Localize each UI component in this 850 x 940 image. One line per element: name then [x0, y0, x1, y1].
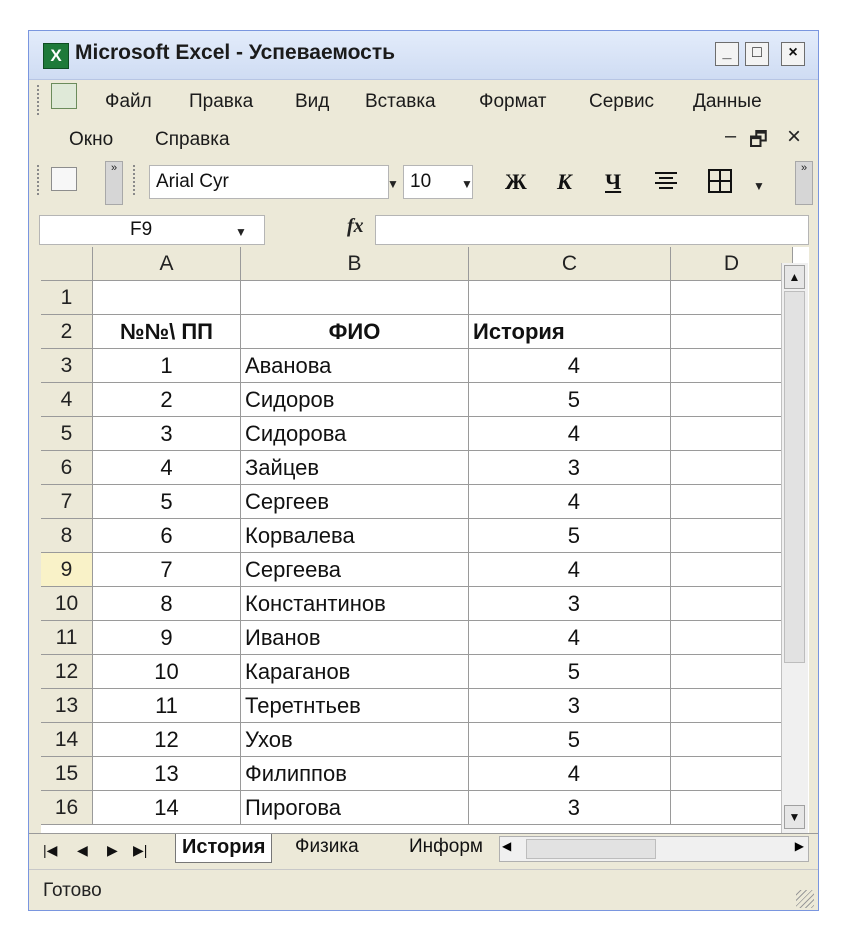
- status-text: Готово: [43, 880, 102, 901]
- cell-A15[interactable]: 13: [93, 757, 241, 791]
- toolbar-grip-2[interactable]: [133, 165, 138, 195]
- column-header-d[interactable]: D: [671, 247, 793, 281]
- menu-tools[interactable]: Сервис: [589, 91, 655, 112]
- row-header[interactable]: 8: [41, 519, 93, 553]
- row-header[interactable]: 12: [41, 655, 93, 689]
- status-bar: [29, 869, 818, 911]
- sheet-tab-history[interactable]: История: [175, 834, 272, 863]
- window-title: Microsoft Excel - Успеваемость: [75, 41, 396, 64]
- cell-B10[interactable]: Константинов: [241, 587, 469, 621]
- sheet-tab-informatics[interactable]: Информ: [409, 836, 483, 857]
- row-header[interactable]: 4: [41, 383, 93, 417]
- row-header[interactable]: 15: [41, 757, 93, 791]
- font-name-dropdown-icon[interactable]: ▼: [387, 177, 399, 191]
- row-header[interactable]: 1: [41, 281, 93, 315]
- horizontal-scroll-thumb[interactable]: [526, 839, 656, 859]
- name-box-dropdown-icon[interactable]: ▼: [235, 225, 247, 239]
- doc-close-button[interactable]: ×: [787, 123, 802, 150]
- font-size-value: 10: [410, 171, 432, 192]
- last-sheet-icon[interactable]: ▶|: [133, 842, 148, 858]
- cell-C7[interactable]: 4: [469, 485, 671, 519]
- cell-B4[interactable]: Сидоров: [241, 383, 469, 417]
- maximize-button[interactable]: □: [745, 42, 769, 66]
- resize-grip-icon[interactable]: [796, 890, 814, 908]
- cell-C2[interactable]: История: [469, 315, 671, 349]
- cell-B14[interactable]: Ухов: [241, 723, 469, 757]
- row-header[interactable]: 7: [41, 485, 93, 519]
- cell-A9[interactable]: 7: [93, 553, 241, 587]
- cell-B7[interactable]: Сергеев: [241, 485, 469, 519]
- first-sheet-icon[interactable]: |◀: [43, 842, 58, 858]
- cell-B8[interactable]: Корвалева: [241, 519, 469, 553]
- title-bar[interactable]: [29, 31, 818, 80]
- menubar-grip[interactable]: [37, 85, 42, 115]
- cell-D11[interactable]: [671, 621, 793, 655]
- row-header[interactable]: 3: [41, 349, 93, 383]
- row-header[interactable]: 6: [41, 451, 93, 485]
- menu-edit[interactable]: Правка: [189, 91, 254, 112]
- column-header-c[interactable]: C: [469, 247, 671, 281]
- cell-B11[interactable]: Иванов: [241, 621, 469, 655]
- copy-icon[interactable]: [51, 167, 77, 191]
- cell-D2[interactable]: [671, 315, 793, 349]
- cell-A16[interactable]: 14: [93, 791, 241, 825]
- fx-icon[interactable]: fx: [347, 215, 364, 237]
- toolbar-grip[interactable]: [37, 165, 42, 195]
- row-header[interactable]: 10: [41, 587, 93, 621]
- menu-bar: [29, 79, 818, 157]
- cell-D4[interactable]: [671, 383, 793, 417]
- borders-icon[interactable]: [705, 167, 735, 195]
- cell-B12[interactable]: Караганов: [241, 655, 469, 689]
- cell-B9[interactable]: Сергеева: [241, 553, 469, 587]
- menu-data[interactable]: Данные: [693, 91, 762, 112]
- worksheet-grid[interactable]: [41, 247, 809, 833]
- row-header[interactable]: 9: [41, 553, 93, 587]
- doc-minimize-button[interactable]: –: [725, 125, 737, 147]
- cell-A2[interactable]: №№\ ПП: [93, 315, 241, 349]
- workbook-icon[interactable]: [51, 83, 77, 109]
- close-button[interactable]: ×: [781, 42, 805, 66]
- cell-C3[interactable]: 4: [469, 349, 671, 383]
- row-header[interactable]: 14: [41, 723, 93, 757]
- cell-A4[interactable]: 2: [93, 383, 241, 417]
- font-name-value: Arial Cyr: [156, 171, 229, 192]
- cell-D9[interactable]: [671, 553, 793, 587]
- cell-B16[interactable]: Пирогова: [241, 791, 469, 825]
- menu-format[interactable]: Формат: [479, 91, 547, 112]
- cell-C1[interactable]: [469, 281, 671, 315]
- column-header-a[interactable]: A: [93, 247, 241, 281]
- cell-C6[interactable]: 3: [469, 451, 671, 485]
- excel-app-icon[interactable]: X: [43, 43, 69, 69]
- cell-C9[interactable]: 4: [469, 553, 671, 587]
- name-box-value: F9: [130, 219, 153, 240]
- row-header[interactable]: 16: [41, 791, 93, 825]
- cell-A14[interactable]: 12: [93, 723, 241, 757]
- next-sheet-icon[interactable]: ▶: [107, 842, 118, 858]
- cell-A3[interactable]: 1: [93, 349, 241, 383]
- vertical-scrollbar[interactable]: [781, 263, 808, 833]
- scroll-up-icon[interactable]: ▲: [784, 265, 805, 289]
- cell-D7[interactable]: [671, 485, 793, 519]
- align-center-icon[interactable]: [651, 167, 681, 195]
- cell-D16[interactable]: [671, 791, 793, 825]
- cell-D8[interactable]: [671, 519, 793, 553]
- cell-D10[interactable]: [671, 587, 793, 621]
- cell-C16[interactable]: 3: [469, 791, 671, 825]
- cell-A7[interactable]: 5: [93, 485, 241, 519]
- doc-restore-button[interactable]: 🗗: [749, 129, 768, 151]
- cell-D14[interactable]: [671, 723, 793, 757]
- menu-insert[interactable]: Вставка: [365, 91, 436, 112]
- row-header[interactable]: 5: [41, 417, 93, 451]
- cell-C5[interactable]: 4: [469, 417, 671, 451]
- prev-sheet-icon[interactable]: ◀: [77, 842, 88, 858]
- cell-D3[interactable]: [671, 349, 793, 383]
- row-header[interactable]: 2: [41, 315, 93, 349]
- horizontal-scrollbar[interactable]: [499, 836, 809, 862]
- cell-C4[interactable]: 5: [469, 383, 671, 417]
- row-header[interactable]: 13: [41, 689, 93, 723]
- cell-A12[interactable]: 10: [93, 655, 241, 689]
- font-name-select[interactable]: [149, 165, 389, 199]
- cell-A10[interactable]: 8: [93, 587, 241, 621]
- menu-help[interactable]: Справка: [155, 129, 230, 150]
- cell-A13[interactable]: 11: [93, 689, 241, 723]
- cell-C10[interactable]: 3: [469, 587, 671, 621]
- cell-A8[interactable]: 6: [93, 519, 241, 553]
- cell-B15[interactable]: Филиппов: [241, 757, 469, 791]
- cell-D15[interactable]: [671, 757, 793, 791]
- menu-file[interactable]: Файл: [105, 91, 152, 112]
- cell-D5[interactable]: [671, 417, 793, 451]
- cell-C13[interactable]: 3: [469, 689, 671, 723]
- italic-button[interactable]: К: [557, 169, 572, 194]
- bold-button[interactable]: Ж: [505, 169, 527, 194]
- row-header[interactable]: 11: [41, 621, 93, 655]
- cell-C11[interactable]: 4: [469, 621, 671, 655]
- cell-B6[interactable]: Зайцев: [241, 451, 469, 485]
- menu-view[interactable]: Вид: [295, 91, 330, 112]
- cell-B5[interactable]: Сидорова: [241, 417, 469, 451]
- scroll-left-icon[interactable]: ◀: [502, 839, 512, 853]
- scroll-down-icon[interactable]: ▼: [784, 805, 805, 829]
- cell-C8[interactable]: 5: [469, 519, 671, 553]
- scroll-right-icon[interactable]: ▶: [794, 839, 804, 853]
- cell-D6[interactable]: [671, 451, 793, 485]
- cell-D13[interactable]: [671, 689, 793, 723]
- vertical-scroll-thumb[interactable]: [784, 291, 805, 663]
- cell-C14[interactable]: 5: [469, 723, 671, 757]
- font-size-dropdown-icon[interactable]: ▼: [461, 177, 473, 191]
- cell-B2[interactable]: ФИО: [241, 315, 469, 349]
- cell-B1[interactable]: [241, 281, 469, 315]
- cell-B3[interactable]: Аванова: [241, 349, 469, 383]
- cell-A1[interactable]: [93, 281, 241, 315]
- column-header-b[interactable]: B: [241, 247, 469, 281]
- cell-D1[interactable]: [671, 281, 793, 315]
- name-box[interactable]: [39, 215, 265, 245]
- cell-A11[interactable]: 9: [93, 621, 241, 655]
- cell-B13[interactable]: Теретнтьев: [241, 689, 469, 723]
- cell-A6[interactable]: 4: [93, 451, 241, 485]
- menu-window[interactable]: Окно: [69, 129, 114, 150]
- select-all-corner[interactable]: [41, 247, 93, 281]
- sheet-tab-physics[interactable]: Физика: [295, 836, 359, 857]
- formula-input[interactable]: [375, 215, 809, 245]
- minimize-button[interactable]: _: [715, 42, 739, 66]
- cell-D12[interactable]: [671, 655, 793, 689]
- toolbar-options-icon[interactable]: »: [795, 161, 813, 205]
- cell-A5[interactable]: 3: [93, 417, 241, 451]
- excel-window: [28, 30, 819, 911]
- cell-C15[interactable]: 4: [469, 757, 671, 791]
- toolbar-options-icon[interactable]: »: [105, 161, 123, 205]
- borders-dropdown-icon[interactable]: ▼: [753, 179, 765, 193]
- underline-button[interactable]: Ч: [605, 169, 622, 194]
- cell-C12[interactable]: 5: [469, 655, 671, 689]
